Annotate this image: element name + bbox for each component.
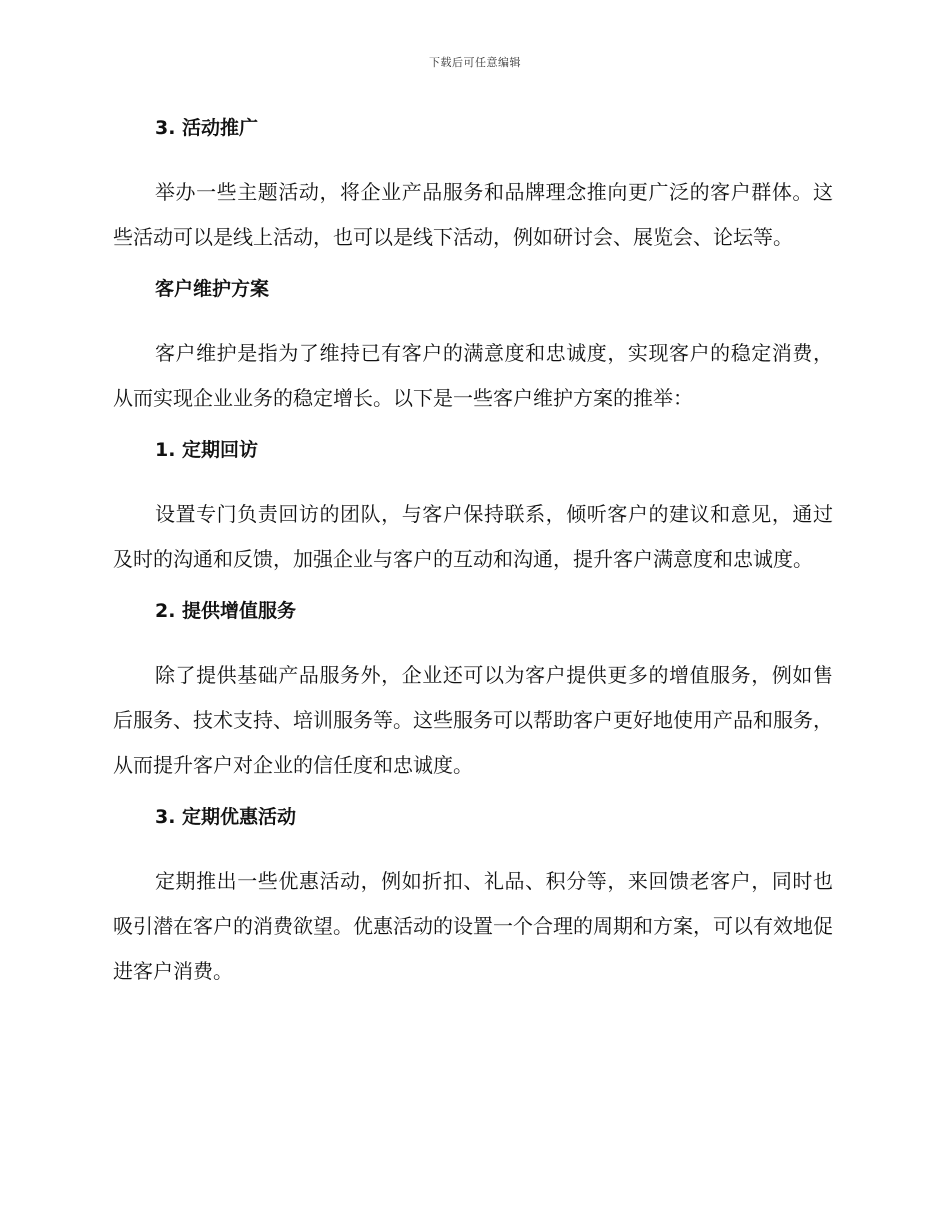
page-header: 下载后可任意编辑 bbox=[429, 56, 521, 69]
section-heading-regular-promotions: 3. 定期优惠活动 bbox=[155, 806, 297, 828]
section-heading-customer-maintenance: 客户维护方案 bbox=[155, 278, 270, 300]
document-body bbox=[113, 112, 833, 1007]
paragraph-activity-promotion: 举办一些主题活动，将企业产品服务和品牌理念推向更广泛的客户群体。这些活动可以是线上活动，也可以是线下活动，例如研讨会、展览会、论坛等。 bbox=[113, 180, 833, 249]
section-heading-activity-promotion: 3. 活动推广 bbox=[155, 117, 259, 139]
paragraph-value-added-services: 除了提供基础产品服务外，企业还可以为客户提供更多的增值服务，例如售后服务、技术支持、培训服务等。这些服务可以帮助客户更好地使用产品和服务，从而提升客户对企业的信任度和忠诚度。 bbox=[113, 663, 833, 777]
section-heading-regular-visits: 1. 定期回访 bbox=[155, 439, 259, 461]
paragraph-regular-visits: 设置专门负责回访的团队，与客户保持联系，倾听客户的建议和意见，通过及时的沟通和反馈，加强企业与客户的互动和沟通，提升客户满意度和忠诚度。 bbox=[113, 502, 833, 571]
paragraph-customer-maintenance: 客户维护是指为了维持已有客户的满意度和忠诚度，实现客户的稳定消费，从而实现企业业务的稳定增长。以下是一些客户维护方案的推举： bbox=[113, 341, 833, 410]
paragraph-regular-promotions: 定期推出一些优惠活动，例如折扣、礼品、积分等，来回馈老客户，同时也吸引潜在客户的消费欲望。优惠活动的设置一个合理的周期和方案，可以有效地促进客户消费。 bbox=[113, 869, 833, 983]
section-heading-value-added-services: 2. 提供增值服务 bbox=[155, 600, 297, 622]
